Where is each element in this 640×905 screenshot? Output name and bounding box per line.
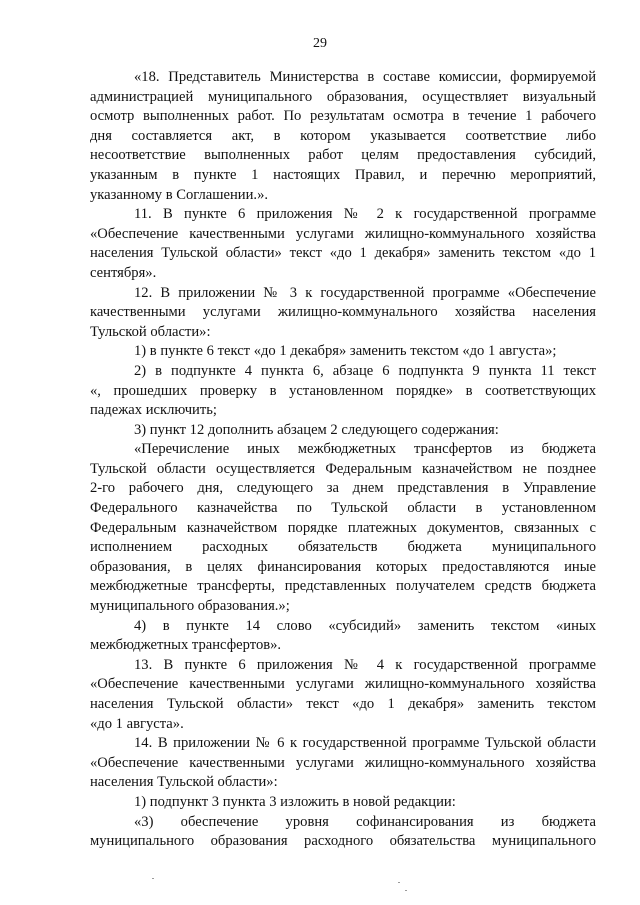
text-line: межбюджетные трансферты, представленных получателем средств бюджета (90, 578, 596, 595)
text-line: населения Тульской области» текст «до 1 декабря» заменить текстом (90, 696, 596, 712)
text-line: 2-го рабочего дня, следующего за днем представления в Управление (90, 480, 596, 497)
text-line: «Обеспечение качественными услугами жилищно-коммунального хозяйства (90, 754, 596, 771)
text-line: падежах исключить; (90, 402, 217, 419)
text-line: 1) в пункте 6 текст «до 1 декабря» заменить текстом «до 1 августа»; (134, 343, 557, 360)
text-line: муниципального образования расходного обязательства муниципального (90, 833, 596, 850)
text-line: населения Тульской области»: (90, 774, 278, 791)
text-line: межбюджетных трансфертов». (90, 637, 282, 654)
text-line: «Обеспечение качественными услугами жилищно-коммунального хозяйства (90, 225, 596, 242)
text-line: «, прошедших проверку в установленном порядке» в соответствующих (90, 382, 596, 399)
text-line: образования, в целях финансирования которых предоставляются иные (90, 558, 596, 575)
text-line: «до 1 августа». (90, 715, 184, 732)
text-line: исполнением расходных обязательств бюджета муниципального (90, 539, 596, 556)
text-line: населения Тульской области» текст «до 1 декабря» заменить текстом «до 1 (90, 245, 596, 262)
text-line: 3) пункт 12 дополнить абзацем 2 следующего содержания: (134, 421, 499, 438)
text-line: администрацией муниципального образования, осуществляет визуальный (90, 88, 596, 105)
text-line: 14. В приложении № 6 к государственной программе Тульской области (134, 735, 596, 752)
text-line: 11. В пункте 6 приложения № 2 к государственной программе (134, 206, 596, 223)
scan-specks (0, 860, 640, 900)
text-line: 1) подпункт 3 пункта 3 изложить в новой редакции: (134, 793, 456, 810)
text-line: 13. В пункте 6 приложения № 4 к государственной программе (134, 656, 596, 673)
text-line: «3) обеспечение уровня софинансирования из бюджета (134, 813, 596, 830)
text-line: «Перечисление иных межбюджетных трансфертов из бюджета (134, 441, 596, 458)
text-line: 12. В приложении № 3 к государственной программе «Обеспечение (134, 284, 596, 301)
text-line: осмотр выполненных работ. По результатам осмотра в течение 1 рабочего (90, 108, 596, 125)
page-number: 29 (313, 36, 327, 51)
text-line: дня составляется акт, в котором указывается соответствие либо (90, 127, 596, 144)
text-line: Тульской области»: (90, 323, 211, 340)
text-line: «18. Представитель Министерства в составе комиссии, формируемой (134, 69, 596, 85)
scan-speck (398, 882, 400, 883)
text-line: «Обеспечение качественными услугами жилищно-коммунального хозяйства (90, 676, 596, 693)
text-line: качественными услугами жилищно-коммунального хозяйства населения (90, 304, 596, 321)
scan-speck (405, 890, 407, 891)
text-line: 2) в подпункте 4 пункта 6, абзаце 6 подпункта 9 пункта 11 текст (134, 362, 596, 379)
text-line: 4) в пункте 14 слово «субсидий» заменить текстом «иных (134, 617, 596, 634)
text-line: муниципального образования.»; (90, 598, 290, 615)
text-line: указанным в пункте 1 настоящих Правил, и перечню мероприятий, (90, 166, 596, 183)
scan-speck (152, 878, 154, 879)
text-line: указанному в Соглашении.». (90, 186, 269, 203)
text-line: Федерального казначейства по Тульской области в установленном (90, 500, 596, 517)
text-line: сентября». (90, 264, 157, 281)
text-line: Федеральным казначейством порядке платежных документов, связанных с (90, 519, 596, 536)
text-line: Тульской области осуществляется Федеральным казначейством не позднее (90, 460, 596, 477)
document-body (90, 68, 596, 852)
text-line: несоответствие выполненных работ целям предоставления субсидий, (90, 147, 596, 164)
